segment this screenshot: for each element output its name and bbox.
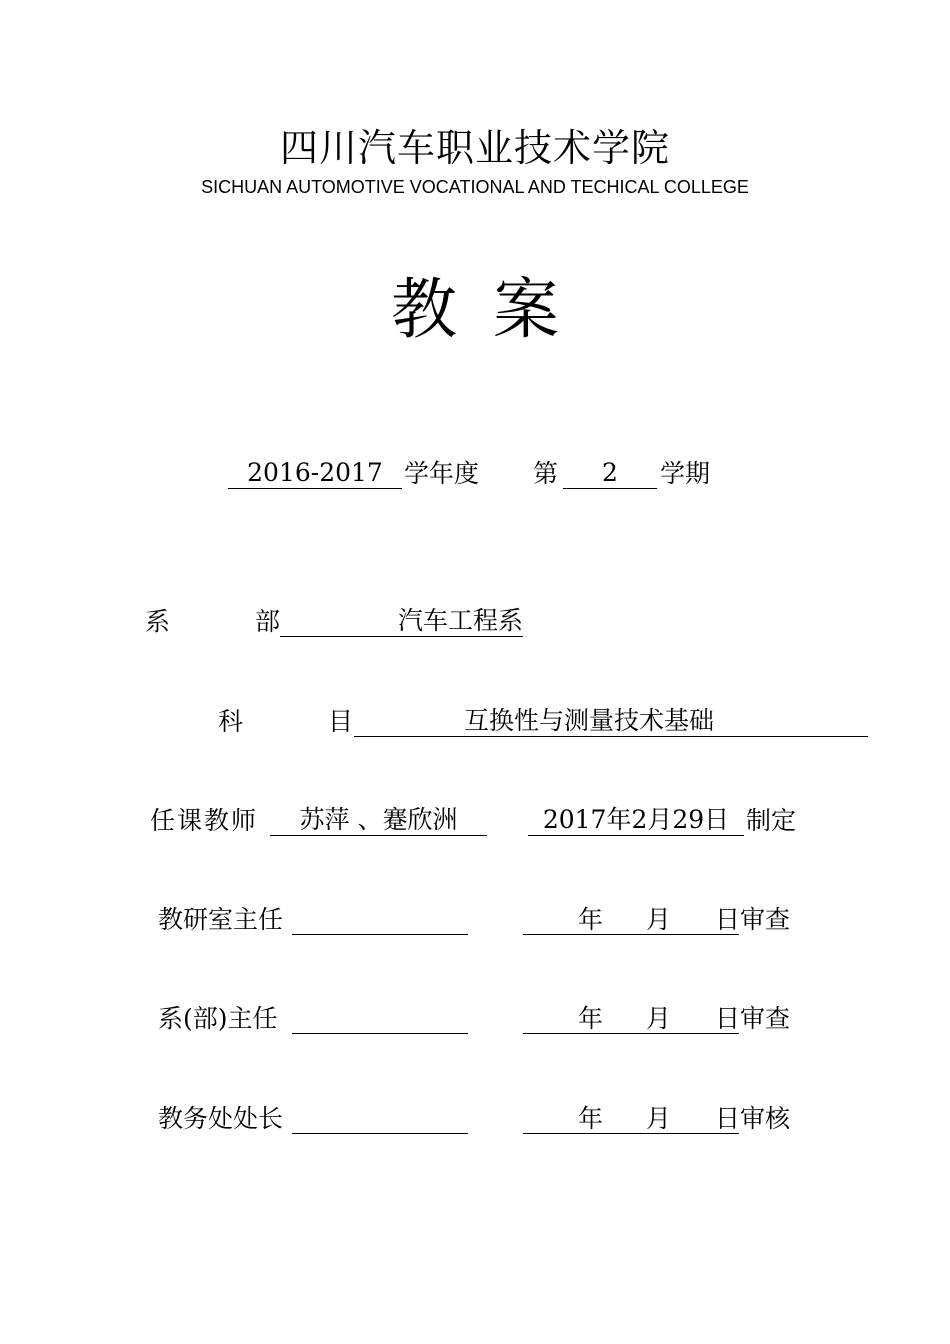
subject-value [354,706,868,737]
department-head-year-char: 年 [578,1004,604,1033]
office-director-month-char: 月 [646,905,672,934]
affairs-director-signature-line [292,1103,468,1134]
document-title [0,270,950,350]
department-label-char-2: 部 [255,607,281,636]
term-prefix: 第 [533,459,559,488]
affairs-director-year-char: 年 [578,1104,604,1133]
subject-row [0,706,950,740]
made-date-suffix: 制定 [746,806,797,835]
department-value-text: 汽车工程系 [397,606,523,635]
office-director-day-review: 日审查 [715,905,791,934]
college-name-cn: 四川汽车职业技术学院 [279,126,670,170]
teacher-row [0,805,950,839]
academic-year-value: 2016-2017 [228,458,402,489]
college-name-en: SICHUAN AUTOMOTIVE VOCATIONAL AND TECHICAL COLLEGE [201,177,749,197]
semester-line [0,458,950,492]
academic-year-suffix: 学年度 [404,459,480,488]
affairs-director-row [0,1103,950,1137]
affairs-director-day-verify: 日审核 [715,1104,791,1133]
teacher-value: 苏萍 、蹇欣洲 [270,805,487,836]
subject-label-char-1: 科 [218,707,244,736]
affairs-director-label: 教务处处长 [158,1104,284,1133]
affairs-director-month-char: 月 [646,1104,672,1133]
teacher-label: 任课教师 [150,806,259,835]
term-suffix: 学期 [660,459,711,488]
department-head-day-review: 日审查 [715,1004,791,1033]
department-row [0,606,950,640]
department-head-signature-line [292,1003,468,1034]
term-value: 2 [563,458,657,489]
department-head-label: 系(部)主任 [158,1004,278,1033]
title-char-2: 案 [493,271,559,348]
office-director-label: 教研室主任 [158,905,284,934]
department-head-date-line [523,1003,739,1034]
title-char-1: 教 [391,271,457,348]
subject-label-char-2: 目 [328,707,354,736]
subject-value-text: 互换性与测量技术基础 [464,706,715,735]
department-value [280,606,523,637]
made-date-value: 2017年2月29日 [528,805,744,836]
office-director-row [0,904,950,938]
department-head-month-char: 月 [646,1004,672,1033]
office-director-signature-line [292,904,468,935]
department-label-char-1: 系 [145,607,171,636]
office-director-date-line [523,904,739,935]
department-head-row [0,1003,950,1037]
affairs-director-date-line [523,1103,739,1134]
office-director-year-char: 年 [578,905,604,934]
